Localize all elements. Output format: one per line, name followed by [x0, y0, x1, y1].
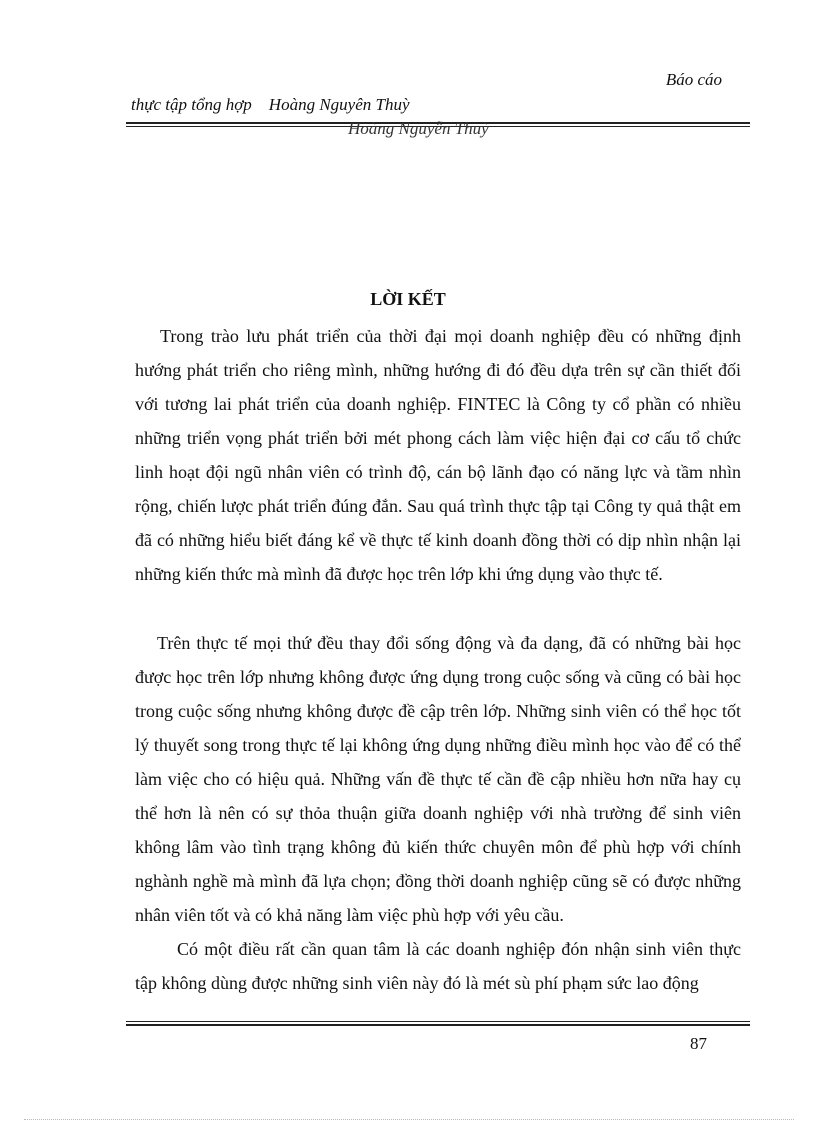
footer-rule [126, 1021, 750, 1026]
paragraph-2: Trên thực tế mọi thứ đều thay đổi sống động và đa dạng, đã có những bài học được học trên lớp nhưng không được ứng dụng trong cuộc sống và cũng có bài học trong cuộc sống nhưng không được đề cập trên lớp. Những sinh viên có thể học tốt lý thuyết song trong thực tế lại không ứng dụng những điều mình học vào để có thể làm việc cho có hiệu quả. Những vấn đề thực tế cần đề cập nhiều hơn nữa hay cụ thể hơn là nên có sự thỏa thuận giữa doanh nghiệp với nhà trường để sinh viên không lâm vào tình trạng không đủ kiến thức chuyên môn để phù hợp với chính nghành nghề mà mình đã lựa chọn; đồng thời doanh nghiệp cũng sẽ có được những nhân viên tốt và có khả năng làm việc phù hợp với yêu cầu. [135, 633, 741, 925]
header-ghost-text: Hoàng Nguyễn Thuỳ [348, 119, 489, 138]
header-left-text: thực tập tổng hợp Hoàng Nguyên Thuỳ [131, 95, 410, 114]
page-number: 87 [690, 1034, 707, 1053]
page-title: LỜI KẾT [370, 289, 446, 309]
paragraph-1: Trong trào lưu phát triển của thời đại mọi doanh nghiệp đều có những định hướng phát triển cho riêng mình, những hướng đi đó đều dựa trên sự cần thiết đối với tương lai phát triển của doanh nghiệp. FINTEC là Công ty cổ phần có nhiều những triển vọng phát triển bởi mét phong cách làm việc hiện đại cơ cấu tổ chức linh hoạt đội ngũ nhân viên có trình độ, cán bộ lãnh đạo có năng lực và tầm nhìn rộng, chiến lược phát triển đúng đắn. Sau quá trình thực tập tại Công ty quả thật em đã có những hiểu biết đáng kể về thực tế kinh doanh đồng thời có dịp nhìn nhận lại những kiến thức mà mình đã được học trên lớp khi ứng dụng vào thực tế. [135, 326, 741, 584]
header-right-text: Báo cáo [665, 70, 722, 89]
page-edge-dots [24, 1119, 794, 1120]
paragraph-3: Có một điều rất cần quan tâm là các doanh nghiệp đón nhận sinh viên thực tập không dùng được những sinh viên này đó là mét sù phí phạm sức lao động [135, 939, 741, 993]
